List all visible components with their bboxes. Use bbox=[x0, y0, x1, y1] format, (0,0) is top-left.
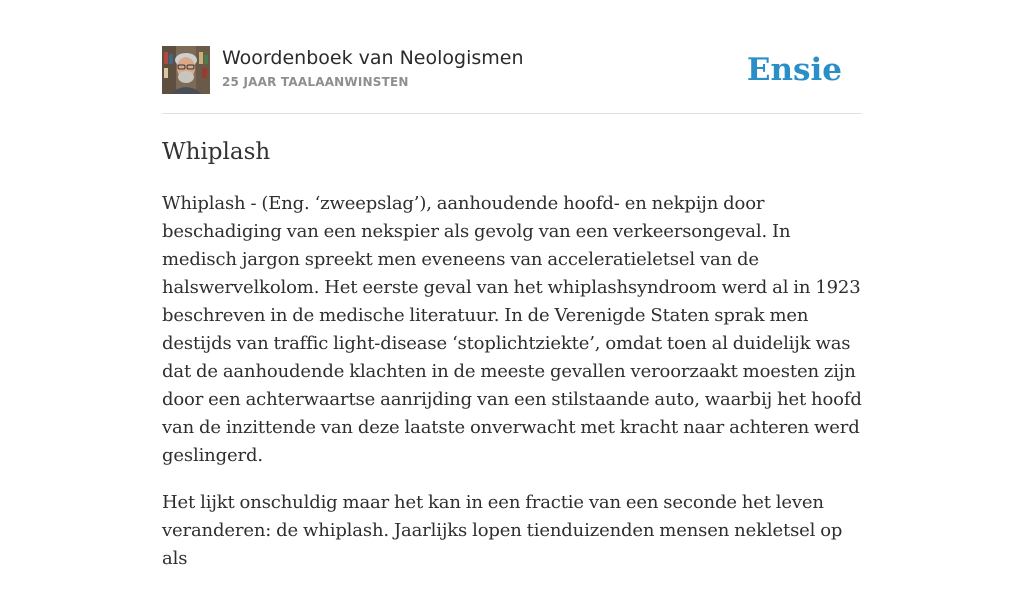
article-paragraph-1: Whiplash - (Eng. ‘zweepslag’), aanhoudende hoofd- en nekpijn door beschadiging van een nekspier als gevolg van een verkeersongeval. In medisch jargon spreekt men eveneens van acceleratieletsel van de halswervelkolom. Het eerste geval van het whiplashsyndroom werd al in 1923 beschreven in de medische literatuur. In de Verenigde Staten sprak men destijds van traffic light-disease ‘stoplichtziekte’, omdat toen al duidelijk was dat de aanhoudende klachten in de meeste gevallen veroorzaakt moesten zijn door een achterwaartse aanrijding van een stilstaande auto, waarbij het hoofd van de inzittende van deze laatste onverwacht met kracht naar achteren werd geslingerd. bbox=[162, 193, 862, 466]
author-portrait-icon bbox=[162, 46, 210, 94]
brand-logo[interactable]: Ensie bbox=[746, 52, 842, 88]
author-header bbox=[162, 46, 862, 96]
header-divider bbox=[162, 113, 862, 114]
article-paragraph-2: Het lijkt onschuldig maar het kan in een fractie van een seconde het leven veranderen: de whiplash. Jaarlijks lopen tienduizenden mensen nekletsel op als bbox=[162, 492, 843, 569]
article-body bbox=[162, 190, 867, 592]
author-subtitle: 25 JAAR TAALAANWINSTEN bbox=[222, 75, 409, 89]
author-name[interactable]: Woordenboek van Neologismen bbox=[222, 47, 524, 69]
author-avatar[interactable] bbox=[162, 46, 210, 94]
article-title: Whiplash bbox=[162, 139, 271, 165]
